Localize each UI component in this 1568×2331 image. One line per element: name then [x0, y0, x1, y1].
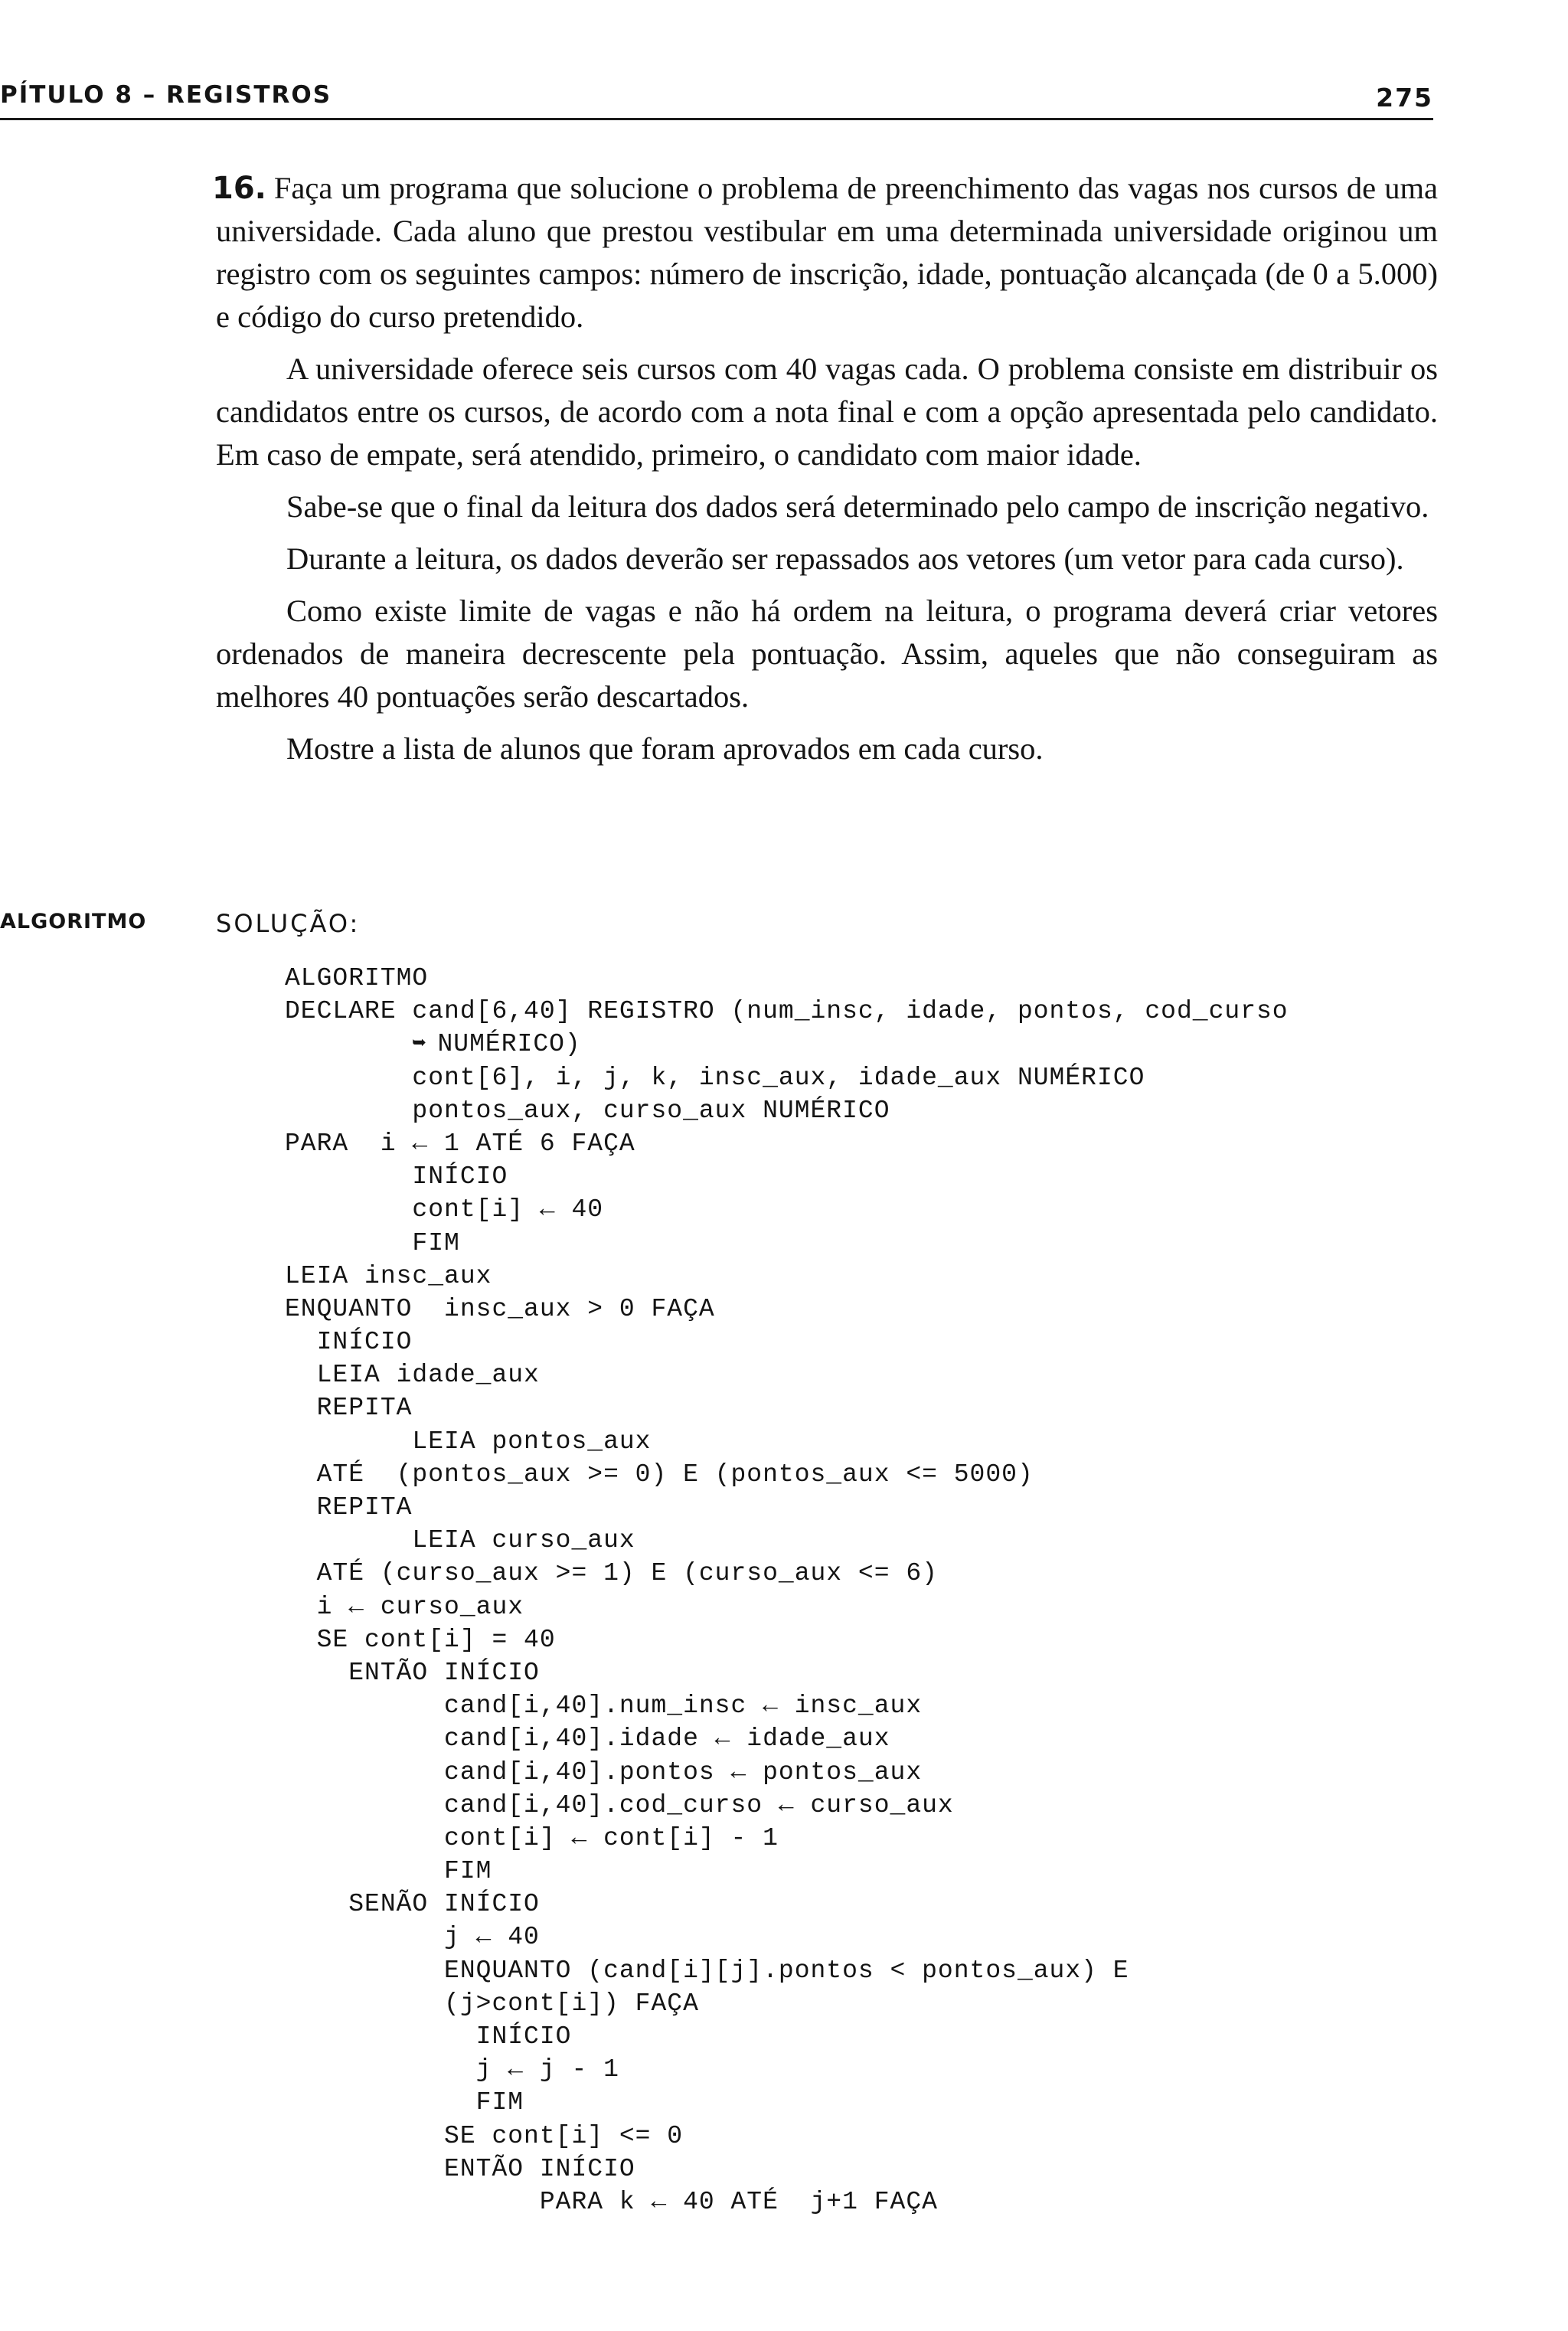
margin-label-algoritmo: ALGORITMO: [0, 910, 147, 933]
code-line-continuation: [285, 1028, 1289, 1061]
code-line: PARA k ← 40 ATÉ j+1 FAÇA: [285, 2187, 938, 2216]
exercise-paragraph-6: Mostre a lista de alunos que foram aprovados em cada curso.: [286, 731, 1044, 766]
code-line: SENÃO INÍCIO: [285, 1890, 540, 1919]
exercise-paragraph-4: Durante a leitura, os dados deverão ser repassados aos vetores (um vetor para cada curso).: [286, 541, 1404, 576]
code-line: LEIA pontos_aux: [285, 1427, 652, 1456]
code-line: PARA i ← 1 ATÉ 6 FAÇA: [285, 1129, 635, 1158]
code-line: ENTÃO INÍCIO: [285, 1658, 540, 1687]
code-line: INÍCIO: [285, 1162, 508, 1192]
exercise-paragraph-5: Como existe limite de vagas e não há ordem na leitura, o programa deverá criar vetores ordenados de maneira decrescente pela pontuação. Assim, aqueles que não conseguiram as melhores 40 pontuações serão descartados.: [216, 593, 1438, 714]
code-line: LEIA curso_aux: [285, 1526, 635, 1555]
code-line: cand[i,40].cod_curso ← curso_aux: [285, 1790, 954, 1819]
code-line: i ← curso_aux: [285, 1592, 524, 1621]
running-header: [0, 80, 1433, 120]
code-line: ENTÃO INÍCIO: [285, 2154, 635, 2183]
code-line: FIM: [285, 1857, 492, 1886]
code-line: INÍCIO: [285, 1328, 413, 1357]
exercise-number: 16.: [212, 171, 266, 206]
code-line: pontos_aux, curso_aux NUMÉRICO: [285, 1096, 890, 1125]
page-number: 275: [1376, 83, 1433, 113]
exercise-statement: [212, 167, 1438, 780]
code-line: cont[6], i, j, k, insc_aux, idade_aux NUMÉRICO: [285, 1063, 1145, 1092]
algorithm-code-block: [285, 962, 1289, 2218]
code-line: ATÉ (curso_aux >= 1) E (curso_aux <= 6): [285, 1559, 938, 1588]
code-line: INÍCIO: [285, 2022, 572, 2051]
code-line-text: NUMÉRICO): [437, 1030, 581, 1059]
code-line: DECLARE cand[6,40] REGISTRO (num_insc, idade, pontos, cod_curso: [285, 997, 1289, 1026]
solution-heading: SOLUÇÃO:: [216, 909, 361, 938]
code-line: cont[i] ← 40: [285, 1195, 604, 1224]
code-line: FIM: [285, 2088, 524, 2117]
exercise-paragraph-1: [212, 167, 1438, 338]
continuation-arrow-icon: ➥: [412, 1032, 427, 1059]
code-line: LEIA idade_aux: [285, 1361, 540, 1390]
code-line: (j>cont[i]) FAÇA: [285, 1989, 699, 2018]
code-line: ENQUANTO (cand[i][j].pontos < pontos_aux) E: [285, 1956, 1129, 1985]
code-line: cand[i,40].pontos ← pontos_aux: [285, 1757, 923, 1787]
code-line: ENQUANTO insc_aux > 0 FAÇA: [285, 1294, 715, 1323]
code-line: j ← 40: [285, 1923, 540, 1952]
code-line: SE cont[i] <= 0: [285, 2121, 684, 2150]
code-line: REPITA: [285, 1394, 413, 1423]
code-line: REPITA: [285, 1493, 413, 1522]
code-line: j ← j - 1: [285, 2055, 619, 2084]
exercise-paragraph-2: A universidade oferece seis cursos com 40 vagas cada. O problema consiste em distribuir os candidatos entre os cursos, de acordo com a nota final e com a opção apresentada pelo candidato. Em caso de empate, será atendido, primeiro, o candidato com maior idade.: [216, 351, 1438, 472]
code-line: ATÉ (pontos_aux >= 0) E (pontos_aux <= 5000): [285, 1460, 1034, 1489]
exercise-paragraph-3: Sabe-se que o final da leitura dos dados será determinado pelo campo de inscrição negativo.: [286, 489, 1429, 524]
paragraph-text: Faça um programa que solucione o problema de preenchimento das vagas nos cursos de uma universidade. Cada aluno que prestou vestibular em uma determinada universidade originou um registro com os seguintes campos: número de inscrição, idade, pontuação alcançada (de 0 a 5.000) e código do curso pretendido.: [216, 171, 1438, 334]
code-line: cand[i,40].num_insc ← insc_aux: [285, 1692, 923, 1721]
code-line: LEIA insc_aux: [285, 1261, 492, 1290]
code-line: ALGORITMO: [285, 964, 429, 992]
code-line: FIM: [285, 1228, 460, 1257]
chapter-title: PÍTULO 8 – REGISTROS: [0, 81, 332, 109]
code-line: SE cont[i] = 40: [285, 1625, 556, 1654]
code-line: cand[i,40].idade ← idade_aux: [285, 1725, 890, 1754]
code-line: cont[i] ← cont[i] - 1: [285, 1823, 779, 1852]
